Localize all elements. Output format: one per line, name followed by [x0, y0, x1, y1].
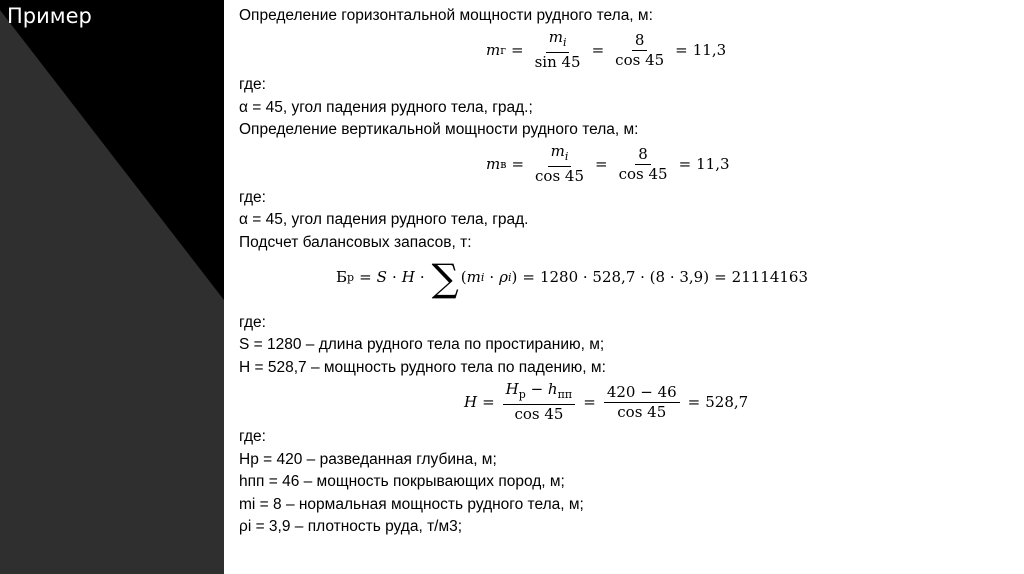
text-line: S = 1280 – длина рудного тела по простиранию, м;	[239, 336, 605, 353]
formula-vertical-thickness: m в = $\frac{m_i}{\cos 45}$ = $\frac{8}{\cos 45}$ = 11,3	[486, 142, 730, 185]
text-line: ρi = 3,9 – плотность руда, т/м3;	[239, 518, 463, 535]
text-line: Подсчет балансовых запасов, т:	[239, 234, 472, 251]
text-line: Определение горизонтальной мощности рудного тела, м:	[239, 7, 653, 24]
text-line: где:	[239, 314, 266, 331]
left-panel	[0, 0, 224, 574]
formula-balance-reserves: Б р = S · H · ∑ ( m i · ρ i ) = 1280 · 528,7 · (8 · 3,9) = 21114163	[336, 256, 809, 300]
text-line: mi = 8 – нормальная мощность рудного тела, м;	[239, 496, 584, 513]
text-line: где:	[239, 428, 266, 445]
formula-dip-thickness: H = $\frac{H_р - h_{пп}}{\cos 45}$ = $\frac{420 - 46}{\cos 45}$ = 528,7	[464, 380, 749, 423]
text-line: H = 528,7 – мощность рудного тела по падению, м:	[239, 359, 606, 376]
text-line: где:	[239, 189, 266, 206]
decorative-shape	[0, 0, 224, 574]
text-line: Hp = 420 – разведанная глубина, м;	[239, 451, 497, 468]
text-line: где:	[239, 76, 266, 93]
text-line: α = 45, угол падения рудного тела, град.	[239, 211, 529, 228]
text-line: hпп = 46 – мощность покрывающих пород, м;	[239, 473, 565, 490]
formula-horizontal-thickness: m г = $\frac{m_i}{\sin 45}$ = $\frac{8}{\cos 45}$ = 11,3	[486, 28, 727, 71]
slide-title: Пример	[7, 4, 92, 28]
slide-content	[224, 0, 1024, 574]
text-line: Определение вертикальной мощности рудного тела, м:	[239, 121, 639, 138]
text-line: α = 45, угол падения рудного тела, град.;	[239, 99, 533, 116]
